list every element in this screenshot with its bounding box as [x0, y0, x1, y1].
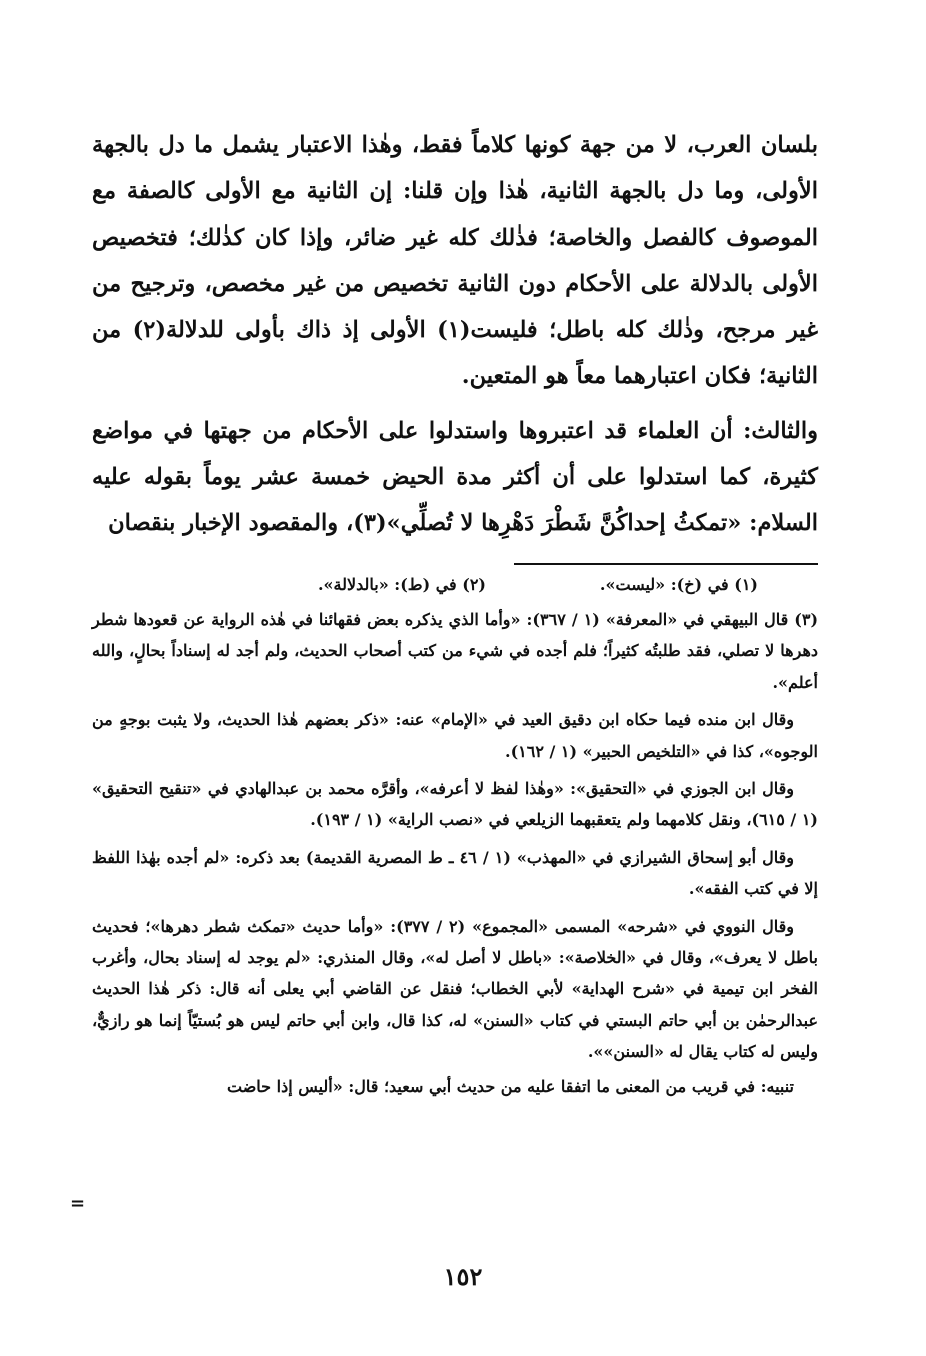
- continuation-mark: =: [70, 1193, 86, 1214]
- footnote-3-paragraph: وقال النووي في «شرحه» المسمى «المجموع» (٢ / ٣٧٧): «وأما حديث «تمكث شطر دهرها»؛ فحديث باطل لا يعرف»، وقال في «الخلاصة»: «باطل لا أصل له»، وقال المنذري: «لم يوجد له إسناد بحال، وأغرب الفخر ابن تيمية في «شرح الهداية» لأبي الخطاب؛ فنقل عن القاضي أبي يعلى أنه قال: ذكر هٰذا الحديث عبدالرحمٰن بن أبي حاتم البستي في كتاب «السنن» له، كذا قال، وابن أبي حاتم ليس هو بُستيّاً إنما هو رازيٌّ، وليس له كتاب يقال له «السنن»».: [92, 916, 818, 1062]
- main-text: [92, 122, 818, 547]
- body-paragraph-2: [92, 408, 818, 547]
- footnote-divider: [514, 563, 818, 565]
- footnote-3-paragraph: وقال ابن الجوزي في «التحقيق»: «وهٰذا لفظ لا أعرفه»، وأقرَّه محمد بن عبدالهادي في «تنقيح التحقيق» (١ / ٦١٥)، ونقل كلامهما ولم يتعقبهما الزيلعي في «نصب الراية» (١ / ١٩٣).: [92, 779, 818, 830]
- footnote-3-paragraph: وقال ابن منده فيما حكاه ابن دقيق العيد في «الإمام» عنه: «ذكر بعضهم هٰذا الحديث، ولا يثبت بوجهٍ من الوجوه»، كذا في «التلخيص الحبير» (١ / ١٦٢).: [92, 710, 818, 761]
- paragraph-lead: والثالث:: [743, 417, 818, 444]
- footnote-1: (١) في (خ): «ليست».: [599, 575, 758, 594]
- footnote-3: [92, 604, 818, 1108]
- footnote-3-paragraph: وقال أبو إسحاق الشيرازي في «المهذب» (١ / ٤٦ ـ ط المصرية القديمة) بعد ذكره: «لم أجده بهٰذا اللفظ إلا في كتب الفقه».: [92, 847, 818, 899]
- short-footnotes: [92, 570, 818, 600]
- footnote-2: (٢) في (ط): «بالدلالة».: [317, 575, 486, 594]
- paragraph-text: أن العلماء قد اعتبروها واستدلوا على الأحكام من جهتها في مواضع كثيرة، كما استدلوا على أن أكثر مدة الحيض خمسة عشر يوماً بقوله عليه السلام: «تمكثُ إحداكُنَّ شَطْرَ دَهْرِها لا تُصلِّي»(٣)، والمقصود الإخبار بنقصان: [92, 417, 818, 537]
- footnote-3-paragraph: (٣) قال البيهقي في «المعرفة» (١ / ٣٦٧): «وأما الذي يذكره بعض فقهائنا في هٰذه الرواية عن قعودها شطر دهرها لا تصلي، فقد طلبتُه كثيراً؛ فلم أجده في شيء من كتب أصحاب الحديث، ولم أجد له إسناداً بحالٍ، والله أعلم».: [92, 610, 819, 692]
- footnote-3-note: تنبيه: في قريب من المعنى ما اتفقا عليه من حديث أبي سعيد؛ قال: «أليس إذا حاضت: [226, 1076, 794, 1096]
- page-number: ١٥٢: [443, 1262, 483, 1291]
- body-paragraph-1: بلسان العرب، لا من جهة كونها كلاماً فقط، وهٰذا الاعتبار يشمل ما دل بالجهة الأولى، وما دل بالجهة الثانية، هٰذا وإن قلنا: إن الثانية مع الأولى كالصفة مع الموصوف كالفصل والخاصة؛ فذٰلك كله غير ضائر، وإذا كان كذٰلك؛ فتخصيص الأولى بالدلالة على الأحكام دون الثانية تخصيص من غير مخصص، وترجيح من غير مرجح، وذٰلك كله باطل؛ فليست(١) الأولى إذ ذاك بأولى للدلالة(٢) من الثانية؛ فكان اعتبارهما معاً هو المتعين.: [92, 132, 818, 390]
